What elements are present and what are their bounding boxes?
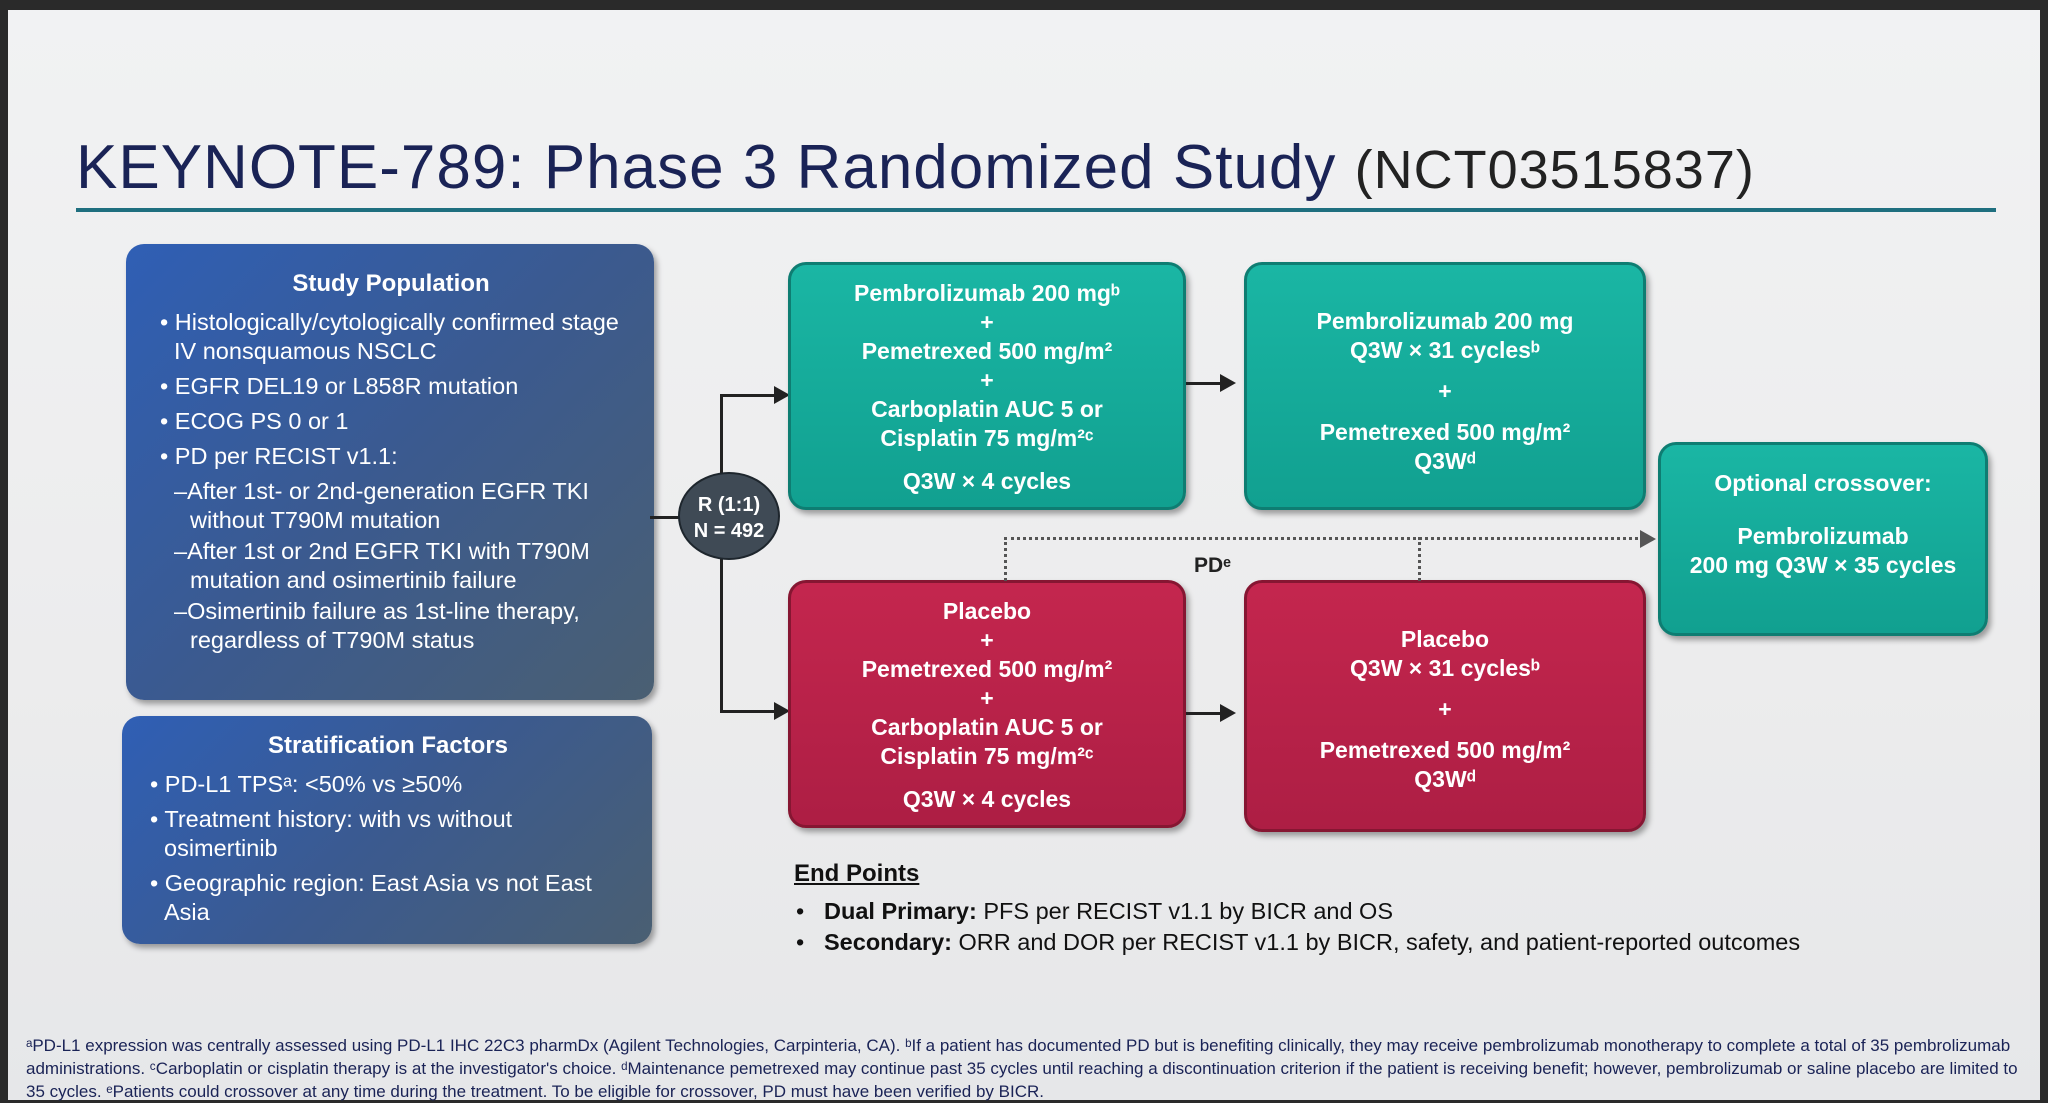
population-bullet-4: • PD per RECIST v1.1:	[160, 443, 398, 469]
arrow-pembro-maint	[1220, 374, 1236, 392]
pd-arrow-to-crossover	[1640, 530, 1656, 548]
pd-label: PDᵉ	[1194, 554, 1232, 577]
pembro-induction-box: Pembrolizumab 200 mgᵇ + Pemetrexed 500 mg/m² + Carboplatin AUC 5 or Cisplatin 75 mg/m²ᶜ Q3W × 4 cycles	[788, 262, 1186, 510]
arrow-placebo-maint	[1220, 704, 1236, 722]
connector-to-placebo	[720, 710, 776, 713]
endpoints-title: End Points	[794, 860, 920, 887]
title-nct: (NCT03515837)	[1354, 140, 1755, 200]
population-sub-3: –Osimertinib failure as 1st-line therapy, regardless of T790M status	[174, 598, 580, 653]
page-title	[76, 132, 1976, 203]
slide	[8, 10, 2040, 1100]
optional-crossover-box: Optional crossover: Pembrolizumab 200 mg Q3W × 35 cycles	[1658, 442, 1988, 636]
connector-to-pembro	[720, 394, 776, 397]
pembro-maintenance-box: Pembrolizumab 200 mg Q3W × 31 cyclesᵇ + Pemetrexed 500 mg/m² Q3Wᵈ	[1244, 262, 1646, 510]
population-sub-1: –After 1st- or 2nd-generation EGFR TKI without T790M mutation	[174, 478, 589, 533]
strat-bullet-3: • Geographic region: East Asia vs not East Asia	[150, 870, 592, 925]
footnote: ᵃPD-L1 expression was centrally assessed using PD-L1 IHC 22C3 pharmDx (Agilent Technologies, Carpinteria, CA). ᵇIf a patient has documented PD but is benefiting clinically, they may receive pembrolizumab monotherapy to complete a total of 35 pembrolizumab administrations. ᶜCarboplatin or cisplatin therapy is at the investigator's choice. ᵈMaintenance pemetrexed may continue past 35 cycles until reaching a discontinuation criterion if the patient is receiving benefit; however, pembrolizumab or saline placebo are limited to 35 cycles. ᵉPatients could crossover at any time during the treatment. To be eligible for crossover, PD must have been verified by BICR.	[26, 1036, 2018, 1101]
study-population-header: Study Population	[292, 270, 490, 297]
stratification-header: Stratification Factors	[267, 732, 509, 759]
population-bullet-2: • EGFR DEL19 or L858R mutation	[160, 373, 519, 399]
placebo-induction-box: Placebo + Pemetrexed 500 mg/m² + Carboplatin AUC 5 or Cisplatin 75 mg/m²ᶜ Q3W × 4 cycles	[788, 580, 1186, 828]
stratification-box	[122, 716, 652, 944]
placebo-maintenance-box: Placebo Q3W × 31 cyclesᵇ + Pemetrexed 500 mg/m² Q3Wᵈ	[1244, 580, 1646, 832]
study-population-box	[126, 244, 654, 700]
title-main: KEYNOTE-789: Phase 3 Randomized Study	[76, 133, 1337, 202]
endpoint-secondary: • Secondary: ORR and DOR per RECIST v1.1 by BICR, safety, and patient-reported outcomes	[794, 927, 2014, 958]
randomization-node: R (1:1) N = 492	[678, 472, 780, 560]
pd-dotted-to-crossover	[1418, 537, 1644, 540]
connector-placebo-maint	[1186, 712, 1222, 715]
connector-left	[650, 516, 680, 519]
connector-pembro-maint	[1186, 382, 1222, 385]
population-bullet-1: • Histologically/cytologically confirmed stage IV nonsquamous NSCLC	[160, 309, 619, 364]
strat-bullet-1: • PD-L1 TPSᵃ: <50% vs ≥50%	[150, 771, 463, 797]
pd-dotted-drop-left	[1004, 537, 1007, 581]
population-bullet-3: • ECOG PS 0 or 1	[160, 408, 349, 434]
endpoints-section	[794, 860, 2014, 958]
strat-bullet-2: • Treatment history: with vs without osimertinib	[150, 806, 513, 861]
title-rule	[76, 208, 1996, 212]
endpoint-primary: • Dual Primary: PFS per RECIST v1.1 by BICR and OS	[794, 896, 2014, 927]
population-sub-2: –After 1st or 2nd EGFR TKI with T790M mutation and osimertinib failure	[174, 538, 590, 593]
pd-dotted-drop-right	[1418, 537, 1421, 581]
